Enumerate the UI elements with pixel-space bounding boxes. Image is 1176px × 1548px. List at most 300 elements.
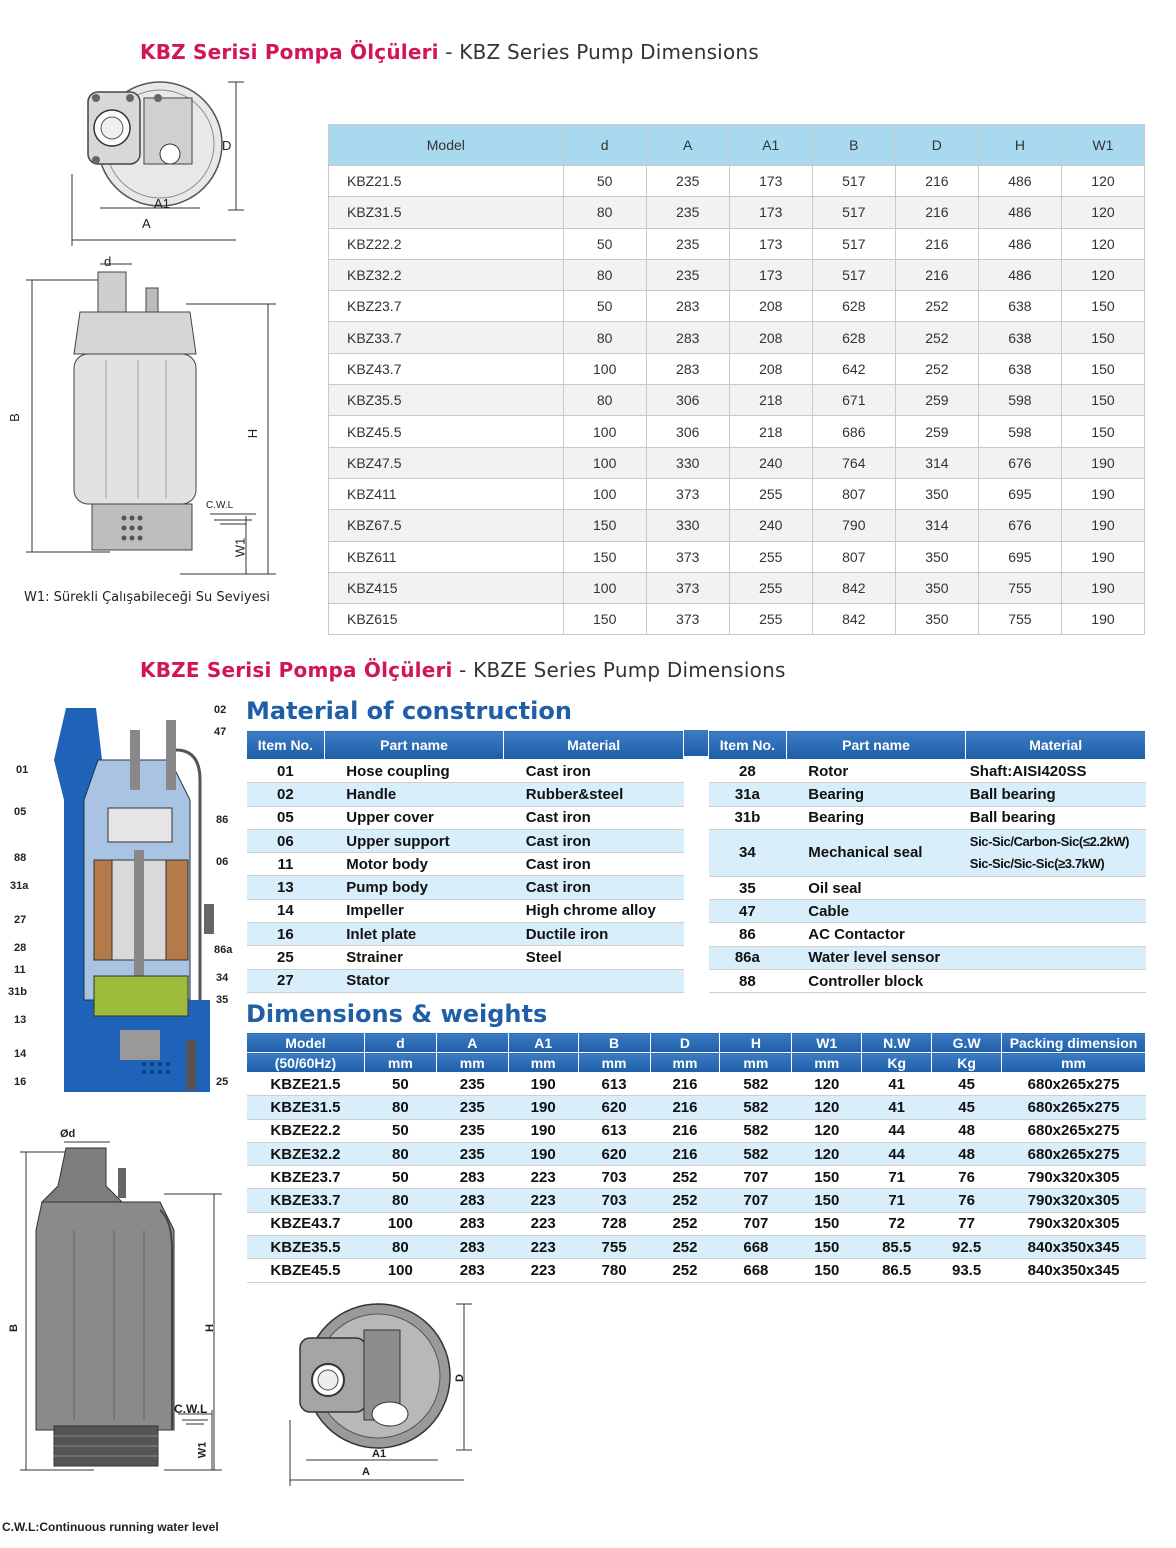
kbze-label-Od: Ød xyxy=(60,1128,76,1140)
callout-28: 28 xyxy=(14,942,27,954)
material: Cast iron xyxy=(504,853,684,876)
table-cell: 707 xyxy=(720,1212,792,1235)
dims-col-header: Packing dimension xyxy=(1002,1033,1146,1053)
kbze-cwl-note: C.W.L:Continuous running water level xyxy=(2,1520,219,1534)
material: High chrome alloy xyxy=(504,899,684,922)
table-cell: 642 xyxy=(812,353,895,384)
table-cell: 77 xyxy=(932,1212,1002,1235)
table-row xyxy=(247,946,684,969)
material: Cast iron xyxy=(504,829,684,852)
table-cell: 235 xyxy=(646,166,729,197)
table-cell: 216 xyxy=(895,228,978,259)
item-no: 34 xyxy=(709,829,787,876)
table-cell: 48 xyxy=(932,1119,1002,1142)
item-no: 16 xyxy=(247,923,325,946)
table-cell: 235 xyxy=(646,197,729,228)
table-cell: 680x265x275 xyxy=(1002,1073,1146,1096)
dims-col-unit: mm xyxy=(1002,1053,1146,1073)
table-cell: 120 xyxy=(1061,259,1144,290)
table-cell: 252 xyxy=(650,1236,720,1259)
table-cell: 807 xyxy=(812,541,895,572)
callout-16: 16 xyxy=(14,1076,27,1088)
table-cell: 150 xyxy=(792,1189,862,1212)
callout-02: 02 xyxy=(214,704,227,716)
table-cell: 790x320x305 xyxy=(1002,1212,1146,1235)
kbz-title-tr: KBZ Serisi Pompa Ölçüleri xyxy=(140,40,439,64)
material-left-body xyxy=(247,760,684,993)
table-cell: 150 xyxy=(1061,385,1144,416)
table-cell: 80 xyxy=(364,1236,436,1259)
kbze-label-H: H xyxy=(203,1324,216,1332)
table-cell: 150 xyxy=(563,604,646,635)
item-no: 02 xyxy=(247,783,325,806)
table-row xyxy=(247,923,684,946)
part-name: Mechanical seal xyxy=(786,829,966,876)
table-cell: 44 xyxy=(862,1119,932,1142)
table-cell: KBZE43.7 xyxy=(247,1212,365,1235)
table-cell: KBZE21.5 xyxy=(247,1073,365,1096)
table-cell: 330 xyxy=(646,510,729,541)
table-cell: 680x265x275 xyxy=(1002,1096,1146,1119)
table-cell: 780 xyxy=(578,1259,650,1282)
table-cell: 150 xyxy=(1061,291,1144,322)
table-cell: 283 xyxy=(436,1236,508,1259)
kbze-label-cwl: C.W.L xyxy=(174,1402,208,1416)
table-cell: 223 xyxy=(508,1189,578,1212)
table-cell: 150 xyxy=(1061,322,1144,353)
table-row xyxy=(247,1212,1146,1235)
table-cell: 680x265x275 xyxy=(1002,1142,1146,1165)
table-row xyxy=(329,604,1145,635)
table-cell: 48 xyxy=(932,1142,1002,1165)
table-cell: 252 xyxy=(650,1212,720,1235)
table-cell: 695 xyxy=(978,478,1061,509)
dims-col-unit: Kg xyxy=(862,1053,932,1073)
table-cell: 50 xyxy=(364,1073,436,1096)
table-cell: 840x350x345 xyxy=(1002,1236,1146,1259)
dims-col-unit: mm xyxy=(578,1053,650,1073)
kbz-w1-note: W1: Sürekli Çalışabileceği Su Seviyesi xyxy=(24,590,270,605)
table-cell: 86.5 xyxy=(862,1259,932,1282)
table-cell: 638 xyxy=(978,322,1061,353)
table-cell: KBZE35.5 xyxy=(247,1236,365,1259)
table-cell: 190 xyxy=(1061,604,1144,635)
callout-31b: 31b xyxy=(8,986,27,998)
table-cell: 120 xyxy=(1061,197,1144,228)
table-cell: 120 xyxy=(792,1119,862,1142)
table-cell: 120 xyxy=(1061,166,1144,197)
item-no: 05 xyxy=(247,806,325,829)
table-cell: KBZ43.7 xyxy=(329,353,564,384)
part-name: Pump body xyxy=(324,876,504,899)
table-cell: 150 xyxy=(792,1212,862,1235)
callout-01: 01 xyxy=(16,764,29,776)
table-cell: 613 xyxy=(578,1119,650,1142)
callout-31a: 31a xyxy=(10,880,29,892)
table-cell: 598 xyxy=(978,416,1061,447)
table-cell: 216 xyxy=(650,1119,720,1142)
table-cell: 80 xyxy=(364,1189,436,1212)
kbz-label-d: d xyxy=(104,254,112,269)
material-col-header: Material xyxy=(966,731,1146,760)
table-row xyxy=(329,291,1145,322)
table-cell: 764 xyxy=(812,447,895,478)
table-cell: 100 xyxy=(364,1212,436,1235)
item-no: 31b xyxy=(709,806,787,829)
table-cell: 842 xyxy=(812,604,895,635)
table-cell: 638 xyxy=(978,353,1061,384)
table-cell: KBZ611 xyxy=(329,541,564,572)
table-cell: 223 xyxy=(508,1166,578,1189)
table-cell: 85.5 xyxy=(862,1236,932,1259)
kbz-table-header xyxy=(329,125,1145,166)
table-cell: KBZ21.5 xyxy=(329,166,564,197)
table-cell: 620 xyxy=(578,1142,650,1165)
item-no: 11 xyxy=(247,853,325,876)
table-row xyxy=(247,1259,1146,1282)
table-row xyxy=(329,447,1145,478)
table-cell: 252 xyxy=(650,1189,720,1212)
table-cell: 686 xyxy=(812,416,895,447)
table-cell: 283 xyxy=(436,1212,508,1235)
dims-col-unit: mm xyxy=(720,1053,792,1073)
table-cell: 93.5 xyxy=(932,1259,1002,1282)
table-row xyxy=(329,572,1145,603)
table-cell: 50 xyxy=(364,1119,436,1142)
table-cell: 350 xyxy=(895,604,978,635)
table-cell: 80 xyxy=(563,385,646,416)
table-cell: 283 xyxy=(646,353,729,384)
table-cell: KBZE31.5 xyxy=(247,1096,365,1119)
material: Rubber&steel xyxy=(504,783,684,806)
table-cell: 486 xyxy=(978,259,1061,290)
dimensions-heading: Dimensions & weights xyxy=(246,1000,548,1028)
material xyxy=(966,876,1146,899)
table-cell: 100 xyxy=(563,416,646,447)
table-cell: KBZ32.2 xyxy=(329,259,564,290)
table-cell: 240 xyxy=(729,510,812,541)
item-no: 86 xyxy=(709,923,787,946)
dims-col-header: Model xyxy=(247,1033,365,1053)
material: Ductile iron xyxy=(504,923,684,946)
material-table-left xyxy=(246,730,684,993)
material xyxy=(504,969,684,992)
table-cell: 150 xyxy=(563,541,646,572)
table-cell: 216 xyxy=(650,1096,720,1119)
kbz-label-H: H xyxy=(245,428,261,439)
table-cell: 50 xyxy=(563,166,646,197)
table-cell: 676 xyxy=(978,447,1061,478)
table-row xyxy=(709,806,1146,829)
material: Cast iron xyxy=(504,806,684,829)
table-cell: 517 xyxy=(812,228,895,259)
item-no: 13 xyxy=(247,876,325,899)
material-line: Sic-Sic/Sic-Sic(≥3.7kW) xyxy=(969,855,1105,871)
table-cell: 350 xyxy=(895,478,978,509)
table-row xyxy=(247,1236,1146,1259)
kbz-col-header: d xyxy=(563,125,646,166)
table-cell: 486 xyxy=(978,166,1061,197)
kbz-title-en: - KBZ Series Pump Dimensions xyxy=(445,40,759,64)
dims-col-unit: mm xyxy=(650,1053,720,1073)
table-row xyxy=(247,876,684,899)
table-row xyxy=(247,806,684,829)
material-heading: Material of construction xyxy=(246,697,572,725)
table-cell: 80 xyxy=(563,259,646,290)
material-line: Sic-Sic/Carbon-Sic(≤2.2kW) xyxy=(969,833,1130,849)
dims-header-bottom xyxy=(247,1053,1146,1073)
material: Cast iron xyxy=(504,876,684,899)
table-cell: 373 xyxy=(646,541,729,572)
table-row xyxy=(329,478,1145,509)
table-row xyxy=(247,853,684,876)
table-cell: 44 xyxy=(862,1142,932,1165)
callout-34: 34 xyxy=(216,972,229,984)
table-row xyxy=(329,228,1145,259)
kbz-col-header: W1 xyxy=(1061,125,1144,166)
table-cell: 216 xyxy=(895,197,978,228)
kbze-section-title xyxy=(140,658,786,682)
kbze-label-A: A xyxy=(362,1466,370,1478)
dims-col-unit: mm xyxy=(792,1053,862,1073)
table-cell: 671 xyxy=(812,385,895,416)
kbze-label-B: B xyxy=(7,1324,20,1332)
callout-86a: 86a xyxy=(214,944,233,956)
table-cell: 314 xyxy=(895,510,978,541)
table-row xyxy=(329,197,1145,228)
callout-14: 14 xyxy=(14,1048,27,1060)
table-cell: 373 xyxy=(646,572,729,603)
dims-col-header: B xyxy=(578,1033,650,1053)
table-row xyxy=(247,1073,1146,1096)
table-cell: 80 xyxy=(563,322,646,353)
table-cell: 150 xyxy=(792,1259,862,1282)
table-cell: 76 xyxy=(932,1166,1002,1189)
table-cell: 190 xyxy=(508,1142,578,1165)
kbz-top-view-drawing xyxy=(60,74,260,264)
table-cell: 306 xyxy=(646,385,729,416)
table-cell: 255 xyxy=(729,572,812,603)
table-cell: 41 xyxy=(862,1096,932,1119)
table-cell: 790x320x305 xyxy=(1002,1166,1146,1189)
table-cell: 190 xyxy=(508,1096,578,1119)
table-row xyxy=(329,416,1145,447)
table-cell: 218 xyxy=(729,416,812,447)
table-cell: 259 xyxy=(895,385,978,416)
kbze-label-W1: W1 xyxy=(196,1441,209,1459)
kbze-cutaway-drawing xyxy=(40,700,220,1100)
table-row xyxy=(247,1096,1146,1119)
table-cell: KBZE22.2 xyxy=(247,1119,365,1142)
part-name: Stator xyxy=(324,969,504,992)
table-cell: 790x320x305 xyxy=(1002,1189,1146,1212)
dims-col-header: W1 xyxy=(792,1033,862,1053)
dims-col-header: G.W xyxy=(932,1033,1002,1053)
item-no: 25 xyxy=(247,946,325,969)
dims-col-unit: mm xyxy=(436,1053,508,1073)
material xyxy=(966,923,1146,946)
dims-col-header: H xyxy=(720,1033,792,1053)
item-no: 28 xyxy=(709,760,787,783)
table-cell: 190 xyxy=(1061,478,1144,509)
table-cell: KBZ67.5 xyxy=(329,510,564,541)
callout-35: 35 xyxy=(216,994,229,1006)
material: Shaft:AISI420SS xyxy=(966,760,1146,783)
table-cell: 255 xyxy=(729,541,812,572)
table-cell: 283 xyxy=(436,1166,508,1189)
dims-table-body xyxy=(247,1073,1146,1283)
table-cell: 190 xyxy=(1061,572,1144,603)
table-row xyxy=(329,322,1145,353)
table-cell: KBZ45.5 xyxy=(329,416,564,447)
kbz-label-W1: W1 xyxy=(232,537,248,558)
table-cell: 120 xyxy=(792,1073,862,1096)
table-cell: 45 xyxy=(932,1096,1002,1119)
table-cell: KBZ415 xyxy=(329,572,564,603)
table-cell: 283 xyxy=(436,1259,508,1282)
part-name: Rotor xyxy=(786,760,966,783)
table-cell: 517 xyxy=(812,166,895,197)
callout-25: 25 xyxy=(216,1076,229,1088)
table-cell: 486 xyxy=(978,228,1061,259)
table-cell: 190 xyxy=(508,1119,578,1142)
material xyxy=(966,946,1146,969)
table-cell: 486 xyxy=(978,197,1061,228)
table-cell: 190 xyxy=(1061,541,1144,572)
table-cell: KBZE32.2 xyxy=(247,1142,365,1165)
table-cell: 283 xyxy=(646,291,729,322)
kbze-title-en: - KBZE Series Pump Dimensions xyxy=(459,658,786,682)
table-row xyxy=(247,783,684,806)
material xyxy=(966,900,1146,923)
table-cell: 208 xyxy=(729,322,812,353)
table-cell: 517 xyxy=(812,259,895,290)
table-cell: 707 xyxy=(720,1189,792,1212)
table-cell: 120 xyxy=(792,1142,862,1165)
callout-86: 86 xyxy=(216,814,229,826)
table-cell: 517 xyxy=(812,197,895,228)
table-cell: KBZ35.5 xyxy=(329,385,564,416)
table-cell: 41 xyxy=(862,1073,932,1096)
table-cell: 80 xyxy=(563,197,646,228)
table-cell: KBZE23.7 xyxy=(247,1166,365,1189)
table-cell: KBZE45.5 xyxy=(247,1259,365,1282)
table-cell: 208 xyxy=(729,291,812,322)
table-cell: 190 xyxy=(1061,510,1144,541)
part-name: Water level sensor xyxy=(786,946,966,969)
table-cell: 252 xyxy=(895,322,978,353)
part-name: Controller block xyxy=(786,970,966,993)
table-cell: 240 xyxy=(729,447,812,478)
table-cell: 252 xyxy=(895,291,978,322)
table-cell: 703 xyxy=(578,1189,650,1212)
callout-47: 47 xyxy=(214,726,227,738)
table-row xyxy=(247,969,684,992)
table-cell: 216 xyxy=(650,1142,720,1165)
table-cell: KBZ23.7 xyxy=(329,291,564,322)
part-name: Cable xyxy=(786,900,966,923)
table-cell: 790 xyxy=(812,510,895,541)
part-name: Impeller xyxy=(324,899,504,922)
table-cell: 582 xyxy=(720,1119,792,1142)
table-cell: 120 xyxy=(792,1096,862,1119)
table-cell: KBZ22.2 xyxy=(329,228,564,259)
table-cell: 120 xyxy=(1061,228,1144,259)
table-cell: 255 xyxy=(729,604,812,635)
table-cell: KBZ33.7 xyxy=(329,322,564,353)
item-no: 27 xyxy=(247,969,325,992)
kbz-col-header: D xyxy=(895,125,978,166)
dims-col-header: D xyxy=(650,1033,720,1053)
table-cell: 190 xyxy=(508,1073,578,1096)
material-col-header: Part name xyxy=(786,731,966,760)
kbz-table-body xyxy=(329,166,1145,635)
table-row xyxy=(247,1119,1146,1142)
table-cell: 252 xyxy=(895,353,978,384)
table-cell: 173 xyxy=(729,228,812,259)
material-right-body xyxy=(709,760,1146,993)
item-no: 06 xyxy=(247,829,325,852)
dims-col-header: N.W xyxy=(862,1033,932,1053)
table-cell: 842 xyxy=(812,572,895,603)
kbze-dimensions-table xyxy=(246,1032,1146,1283)
item-no: 35 xyxy=(709,876,787,899)
item-no: 01 xyxy=(247,760,325,783)
table-cell: KBZE33.7 xyxy=(247,1189,365,1212)
table-cell: 235 xyxy=(436,1119,508,1142)
table-row xyxy=(329,166,1145,197)
table-cell: 235 xyxy=(646,228,729,259)
material: Cast iron xyxy=(504,760,684,783)
dims-col-header: A xyxy=(436,1033,508,1053)
table-cell: 235 xyxy=(436,1073,508,1096)
part-name: AC Contactor xyxy=(786,923,966,946)
kbz-side-view-drawing xyxy=(20,254,280,584)
table-cell: 703 xyxy=(578,1166,650,1189)
material-col-header: Part name xyxy=(324,731,504,760)
part-name: Upper support xyxy=(324,829,504,852)
dims-col-unit: (50/60Hz) xyxy=(247,1053,365,1073)
dims-col-unit: mm xyxy=(364,1053,436,1073)
table-cell: 707 xyxy=(720,1166,792,1189)
table-cell: KBZ615 xyxy=(329,604,564,635)
table-row xyxy=(709,900,1146,923)
table-row xyxy=(709,760,1146,783)
table-cell: 76 xyxy=(932,1189,1002,1212)
dims-col-unit: mm xyxy=(508,1053,578,1073)
callout-11: 11 xyxy=(14,964,26,976)
table-cell: 620 xyxy=(578,1096,650,1119)
kbz-label-cwl: C.W.L xyxy=(206,500,234,511)
table-row xyxy=(709,783,1146,806)
table-cell: 71 xyxy=(862,1189,932,1212)
table-cell: 92.5 xyxy=(932,1236,1002,1259)
table-cell: 173 xyxy=(729,166,812,197)
table-cell: 216 xyxy=(650,1073,720,1096)
table-cell: 150 xyxy=(792,1166,862,1189)
table-cell: 350 xyxy=(895,541,978,572)
kbz-col-header: A1 xyxy=(729,125,812,166)
table-row xyxy=(247,1166,1146,1189)
part-name: Bearing xyxy=(786,806,966,829)
table-cell: 350 xyxy=(895,572,978,603)
table-cell: 190 xyxy=(1061,447,1144,478)
table-cell: 100 xyxy=(563,572,646,603)
table-cell: 668 xyxy=(720,1236,792,1259)
kbz-dimensions-table xyxy=(328,124,1145,635)
part-name: Oil seal xyxy=(786,876,966,899)
item-no: 31a xyxy=(709,783,787,806)
